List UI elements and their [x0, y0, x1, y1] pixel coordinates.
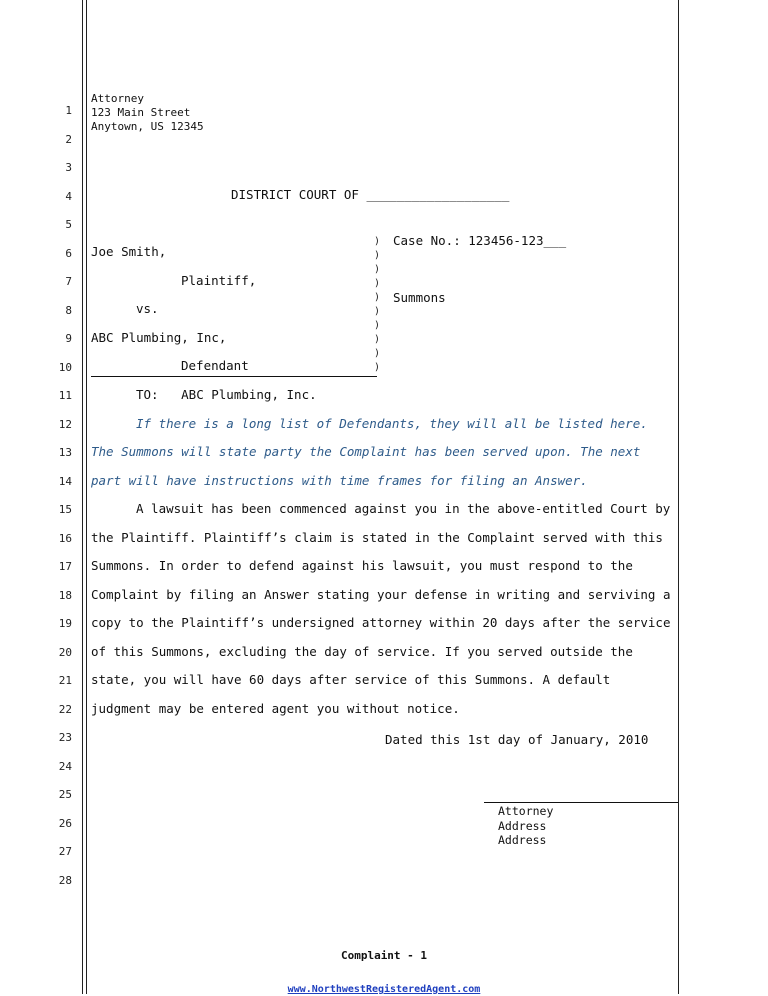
paren: )	[374, 250, 381, 261]
line-number: 3	[65, 161, 72, 174]
paragraph-line: copy to the Plaintiff’s undersigned attorney within 20 days after the service	[91, 615, 671, 630]
defendant-role: Defendant	[181, 358, 249, 373]
line-number: 5	[65, 218, 72, 231]
caption-rule	[91, 376, 377, 377]
paragraph-line: judgment may be entered agent you without notice.	[91, 701, 460, 716]
case-number: Case No.: 123456-123___	[393, 233, 567, 248]
signature-address: Address	[498, 833, 547, 847]
paragraph-line: A lawsuit has been commenced against you in the above-entitled Court by	[136, 501, 671, 516]
paren: )	[374, 236, 381, 247]
plaintiff-role: Plaintiff,	[181, 273, 257, 288]
line-number: 28	[58, 874, 72, 887]
paren: )	[374, 348, 381, 359]
court-title: DISTRICT COURT OF ___________________	[231, 187, 510, 202]
line-number: 21	[58, 674, 72, 687]
line-number: 10	[58, 361, 72, 374]
paren: )	[374, 334, 381, 345]
defendant-name: ABC Plumbing, Inc,	[91, 330, 227, 345]
line-number: 16	[58, 532, 72, 545]
instruction-line: The Summons will state party the Complaint has been served upon. The next	[91, 444, 641, 459]
attorney-street: 123 Main Street	[91, 106, 191, 119]
paren: )	[374, 292, 381, 303]
signature-block	[498, 804, 553, 848]
right-margin-rule	[678, 0, 679, 994]
line-number: 25	[58, 788, 72, 801]
page-footer-label: Complaint - 1	[340, 949, 428, 962]
line-number: 1	[65, 104, 72, 117]
paren: )	[374, 362, 381, 373]
line-number: 2	[65, 133, 72, 146]
paragraph-line: state, you will have 60 days after service of this Summons. A default	[91, 672, 611, 687]
attorney-city: Anytown, US 12345	[91, 120, 204, 133]
instruction-line: part will have instructions with time frames for filing an Answer.	[91, 473, 588, 488]
line-number: 14	[58, 475, 72, 488]
attorney-name: Attorney	[91, 92, 144, 105]
line-number: 24	[58, 760, 72, 773]
paragraph-line: Complaint by filing an Answer stating your defense in writing and serviving a	[91, 587, 671, 602]
paren: )	[374, 320, 381, 331]
signature-line	[484, 802, 678, 803]
line-number: 12	[58, 418, 72, 431]
versus-label: vs.	[136, 301, 159, 316]
line-number: 18	[58, 589, 72, 602]
signature-address: Address	[498, 818, 547, 833]
line-number: 6	[65, 247, 72, 260]
attorney-header	[91, 92, 204, 134]
line-number: 27	[58, 845, 72, 858]
signature-attorney: Attorney	[498, 804, 554, 818]
line-number: 22	[58, 703, 72, 716]
paragraph-line: of this Summons, excluding the day of service. If you served outside the	[91, 644, 633, 659]
paren: )	[374, 306, 381, 317]
paren: )	[374, 278, 381, 289]
dated-line: Dated this 1st day of January, 2010	[385, 732, 649, 747]
paragraph-line: Summons. In order to defend against his lawsuit, you must respond to the	[91, 558, 633, 573]
line-number: 20	[58, 646, 72, 659]
paragraph-line: the Plaintiff. Plaintiff’s claim is stated in the Complaint served with this	[91, 530, 663, 545]
left-margin-rule-inner	[86, 0, 87, 994]
line-number: 19	[58, 617, 72, 630]
instruction-line: If there is a long list of Defendants, they will all be listed here.	[136, 416, 648, 431]
line-number: 4	[65, 190, 72, 203]
line-number: 17	[58, 560, 72, 573]
to-line: TO: ABC Plumbing, Inc.	[136, 387, 317, 402]
left-margin-rule-outer	[82, 0, 83, 994]
line-number: 7	[65, 275, 72, 288]
line-number: 11	[58, 389, 72, 402]
document-type: Summons	[393, 290, 446, 305]
footer-link-wrap	[0, 977, 768, 996]
plaintiff-name: Joe Smith,	[91, 244, 167, 259]
line-number: 26	[58, 817, 72, 830]
line-number: 8	[65, 304, 72, 317]
footer-link[interactable]: www.NorthwestRegisteredAgent.com	[287, 984, 481, 995]
line-number: 15	[58, 503, 72, 516]
line-number: 13	[58, 446, 72, 459]
line-number: 23	[58, 731, 72, 744]
paren: )	[374, 264, 381, 275]
line-number: 9	[65, 332, 72, 345]
